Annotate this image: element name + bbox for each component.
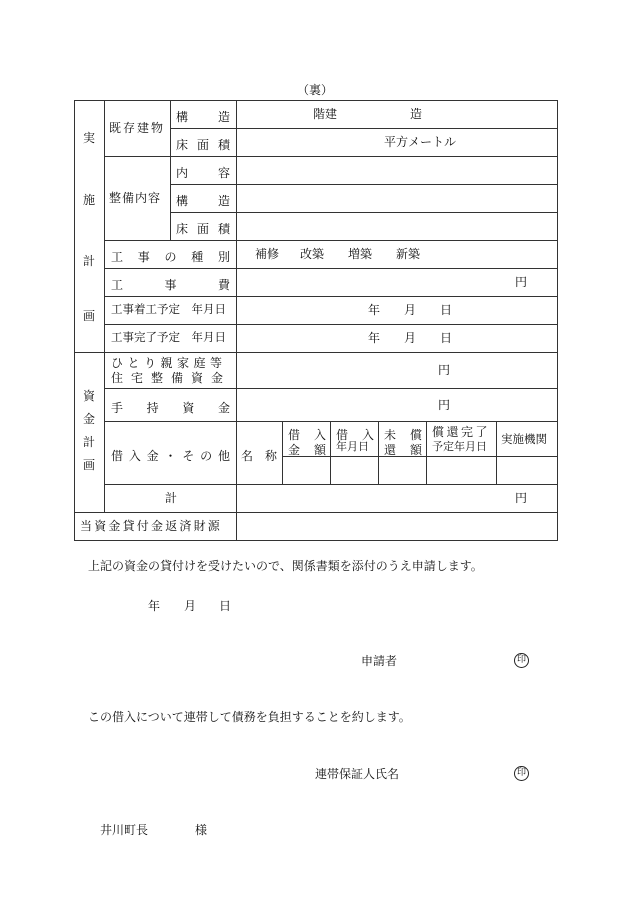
work-type-option-rebuild: 改築: [300, 247, 325, 261]
total-label: 計: [165, 491, 178, 505]
loan-repay-col-1: 償還完了: [432, 425, 491, 439]
repayment-source-label: 当資金貸付金返済財源: [80, 519, 223, 533]
work-end-year: 年: [368, 331, 381, 345]
guarantor-stamp-icon: 印: [514, 766, 529, 781]
work-type-option-repair: 補修: [255, 247, 280, 261]
applicant-label: 申請者: [361, 654, 398, 668]
loan-amount-col-1: 借 入: [288, 428, 326, 442]
renovation-floor-label: 床 面 積: [176, 222, 230, 236]
loan-amount-col-2: 金 額: [288, 443, 326, 457]
work-start-month: 月: [404, 303, 417, 317]
work-start-day: 日: [440, 303, 453, 317]
guarantor-label: 連帯保証人氏名: [315, 767, 400, 781]
applicant-stamp-icon: 印: [514, 653, 529, 668]
floor-area-unit: 平方メートル: [384, 135, 457, 149]
work-end-month: 月: [404, 331, 417, 345]
own-funds-label: 手 持 資 金: [111, 401, 230, 415]
loans-label: 借 入 金 ・ そ の 他: [111, 449, 230, 463]
existing-building-label: 既存建物: [109, 121, 166, 135]
date-day: 日: [219, 599, 232, 613]
single-parent-unit: 円: [438, 363, 451, 377]
structure-value-floors: 階建: [313, 107, 338, 121]
application-statement: 上記の資金の貸付けを受けたいので、関係書類を添付のうえ申請します。: [88, 559, 483, 573]
total-unit: 円: [515, 491, 528, 505]
work-end-label: 工事完了予定 年月日: [111, 330, 226, 344]
loan-agency-col: 実施機関: [501, 432, 547, 446]
side-label: （裏）: [297, 83, 334, 97]
work-type-label: 工 事 の 種 別: [111, 250, 230, 264]
work-cost-unit: 円: [515, 275, 528, 289]
own-funds-unit: 円: [438, 398, 451, 412]
floor-area-label: 床 面 積: [176, 138, 230, 152]
date-year: 年: [148, 599, 161, 613]
structure-label: 構 造: [176, 110, 230, 124]
single-parent-label-line1: ひとり親家庭等: [111, 356, 227, 370]
work-end-day: 日: [440, 331, 453, 345]
date-month: 月: [184, 599, 197, 613]
loan-repay-col-2: 予定年月日: [432, 440, 487, 453]
work-type-option-extension: 増築: [348, 247, 373, 261]
loan-unpaid-col-2: 還 額: [384, 443, 422, 457]
work-start-year: 年: [368, 303, 381, 317]
content-label: 内 容: [176, 166, 230, 180]
renovation-structure-label: 構 造: [176, 194, 230, 208]
single-parent-label-line2: 住宅整備資金: [111, 371, 232, 385]
work-start-label: 工事着工予定 年月日: [111, 302, 226, 316]
addressee: 井川町長: [100, 823, 149, 837]
section-label-jisshi: 実 施 計 画: [83, 131, 96, 323]
guarantee-statement: この借入について連帯して債務を負担することを約します。: [88, 710, 411, 724]
work-type-option-new: 新築: [396, 247, 421, 261]
honorific: 様: [195, 823, 208, 837]
loan-name-col: 名 称: [241, 449, 277, 463]
renovation-label: 整備内容: [109, 191, 162, 205]
structure-value-type: 造: [410, 107, 423, 121]
loan-date-col-2: 年月日: [336, 440, 369, 453]
loan-date-col-1: 借 入: [336, 428, 374, 442]
section-label-shikin: 資 金 計 画: [83, 389, 96, 472]
work-cost-label: 工 事 費: [111, 278, 230, 292]
loan-unpaid-col-1: 未 償: [384, 428, 422, 442]
